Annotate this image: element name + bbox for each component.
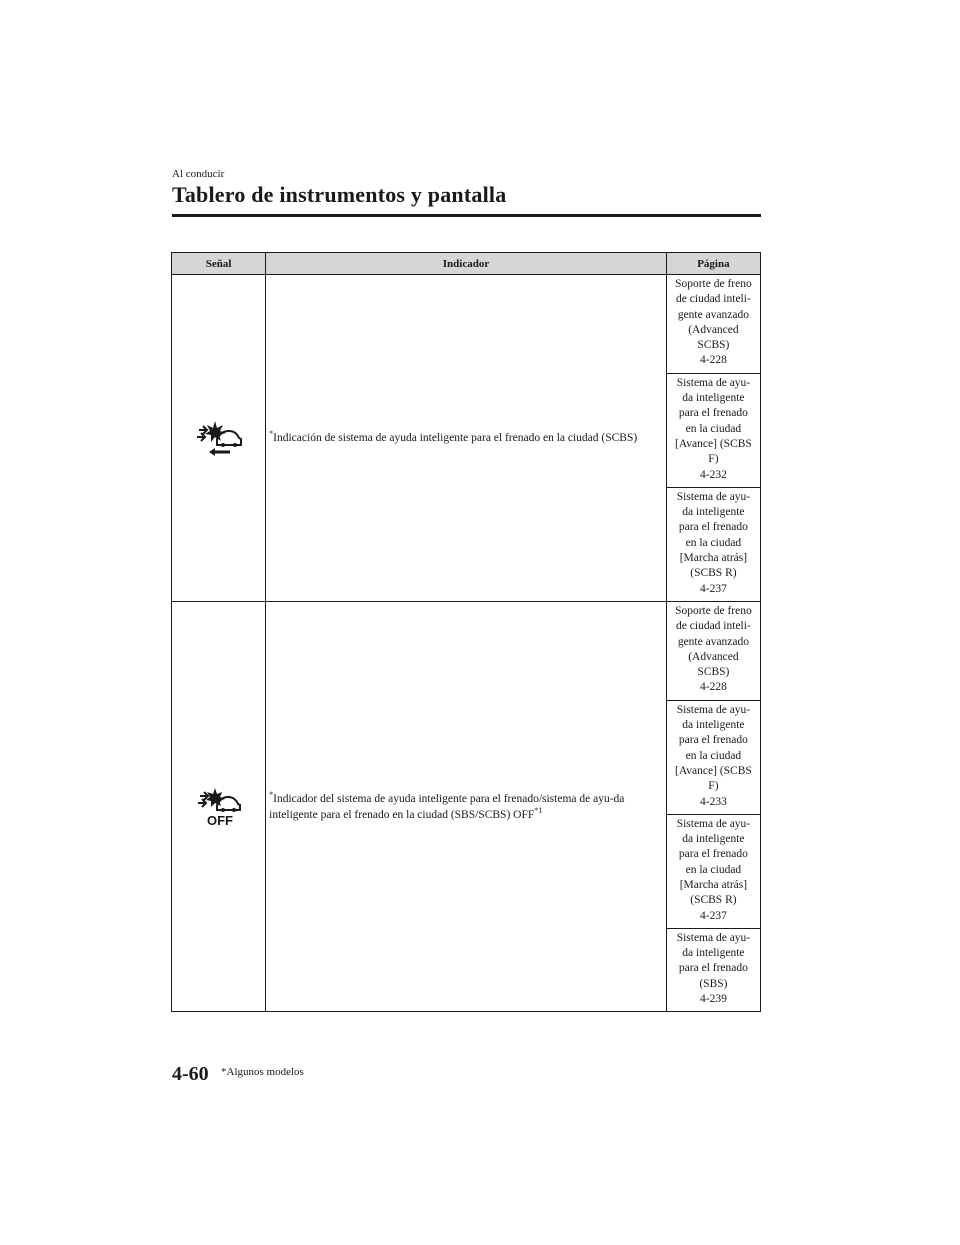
title-divider xyxy=(172,214,761,217)
page-ref-cell: Soporte de freno de ciudad inteli- gente avanzado (Advanced SCBS) 4-228 xyxy=(666,275,760,374)
indicator-cell xyxy=(266,601,667,1011)
header-senal: Señal xyxy=(172,253,266,275)
signal-cell xyxy=(172,601,266,1011)
page-ref-cell: Sistema de ayu- da inteligente para el frenado en la ciudad [Avance] (SCBS F) 4-233 xyxy=(666,700,760,814)
table-row xyxy=(172,601,761,700)
asterisk-mark: * xyxy=(269,429,274,439)
sbs-scbs-off-icon xyxy=(195,787,243,827)
page-ref-cell: Sistema de ayu- da inteligente para el frenado en la ciudad [Marcha atrás] (SCBS R) 4-237 xyxy=(666,814,760,928)
page-number: 4-60 xyxy=(172,1063,209,1085)
asterisk-mark: * xyxy=(269,789,274,799)
indicator-cell xyxy=(266,275,667,602)
indicator-text: Indicador del sistema de ayuda inteligente para el frenado/sistema de ayu-da inteligente para el frenado en la ciudad (SBS/SCBS) OFF xyxy=(269,792,625,821)
header-pagina: Página xyxy=(666,253,760,275)
footnote: *Algunos modelos xyxy=(221,1066,304,1078)
page-ref-cell: Soporte de freno de ciudad inteli- gente avanzado (Advanced SCBS) 4-228 xyxy=(666,601,760,700)
table-header-row xyxy=(172,253,761,275)
signal-cell xyxy=(172,275,266,602)
indicator-table xyxy=(171,252,761,1012)
off-label: OFF xyxy=(206,812,233,827)
table-row xyxy=(172,275,761,374)
header-indicador: Indicador xyxy=(266,253,667,275)
scbs-icon xyxy=(194,419,244,457)
page-ref-cell: Sistema de ayu- da inteligente para el frenado (SBS) 4-239 xyxy=(666,928,760,1011)
page-ref-cell: Sistema de ayu- da inteligente para el frenado en la ciudad [Marcha atrás] (SCBS R) 4-237 xyxy=(666,487,760,601)
footnote-mark: *1 xyxy=(534,805,543,815)
section-label: Al conducir xyxy=(172,168,225,180)
page-ref-cell: Sistema de ayu- da inteligente para el frenado en la ciudad [Avance] (SCBS F) 4-232 xyxy=(666,373,760,487)
page-title: Tablero de instrumentos y pantalla xyxy=(172,182,507,207)
indicator-text: Indicación de sistema de ayuda inteligente para el frenado en la ciudad (SCBS) xyxy=(273,431,638,444)
